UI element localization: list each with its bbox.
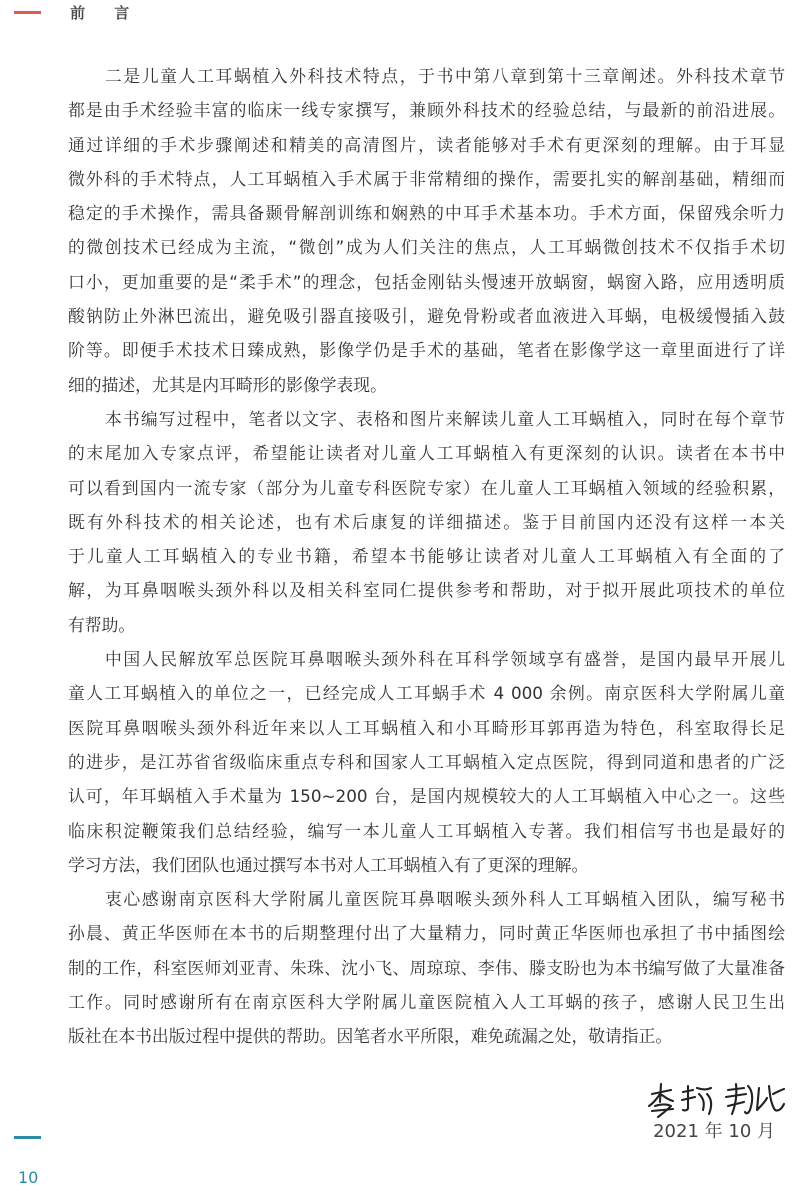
paragraph-line: 童人工耳蜗植入的单位之一，已经完成人工耳蜗手术 4 000 余例。南京医科大学附属儿童: [68, 683, 785, 704]
paragraph-line: 本书编写过程中，笔者以文字、表格和图片来解读儿童人工耳蜗植入，同时在每个章节: [105, 408, 785, 429]
paragraph: [68, 402, 785, 642]
paragraph-line: 通过详细的手术步骤阐述和精美的高清图片，读者能够对手术有更深刻的理解。由于耳显: [68, 134, 785, 155]
paragraph-line: 都是由手术经验丰富的临床一线专家撰写，兼顾外科技术的经验总结，与最新的前沿进展。: [68, 100, 785, 121]
paragraph-line: 认可，年耳蜗植入手术量为 150~200 台，是国内规模较大的人工耳蜗植入中心之一。这些: [68, 786, 785, 807]
paragraph-line: 的进步，是江苏省省级临床重点专科和国家人工耳蜗植入定点医院，得到同道和患者的广泛: [68, 751, 785, 772]
paragraph: [68, 882, 785, 1053]
paragraph-line: 临床积淀鞭策我们总结经验，编写一本儿童人工耳蜗植入专著。我们相信写书也是最好的: [68, 820, 785, 841]
footer-accent-bar: [14, 1136, 41, 1139]
paragraph-line: 孙晨、黄正华医师在本书的后期整理付出了大量精力，同时黄正华医师也承担了书中插图绘: [68, 923, 785, 944]
paragraph-line: 制的工作，科室医师刘亚青、朱珠、沈小飞、周琼琼、李伟、滕支盼也为本书编写做了大量准备: [68, 957, 785, 978]
paragraph: [68, 59, 785, 402]
paragraph-line: 于儿童人工耳蜗植入的专业书籍，希望本书能够让读者对儿童人工耳蜗植入有全面的了: [68, 546, 785, 567]
paragraph-line: 的末尾加入专家点评，希望能让读者对儿童人工耳蜗植入有更深刻的认识。读者在本书中: [68, 443, 785, 464]
paragraph-line: 衷心感谢南京医科大学附属儿童医院耳鼻咽喉头颈外科人工耳蜗植入团队，编写秘书: [105, 889, 785, 910]
header-accent-bar: [14, 11, 41, 14]
paragraph-line: 可以看到国内一流专家（部分为儿童专科医院专家）在儿童人工耳蜗植入领域的经验积累，: [68, 477, 785, 498]
paragraph-line: 既有外科技术的相关论述，也有术后康复的详细描述。鉴于目前国内还没有这样一本关: [68, 511, 785, 532]
paragraph-line: 二是儿童人工耳蜗植入外科技术特点，于书中第八章到第十三章阐述。外科技术章节: [105, 66, 785, 86]
paragraph-line: 有帮助。: [68, 614, 136, 635]
paragraph-line: 稳定的手术操作，需具备颞骨解剖训练和娴熟的中耳手术基本功。手术方面，保留残余听力: [68, 203, 785, 224]
paragraph-line: 解，为耳鼻咽喉头颈外科以及相关科室同仁提供参考和帮助，对于拟开展此项技术的单位: [68, 580, 785, 601]
paragraph-line: 口小，更加重要的是“柔手术”的理念，包括金刚钻头慢速开放蜗窗，蜗窗入路，应用透明质: [68, 271, 785, 292]
paragraph-line: 中国人民解放军总医院耳鼻咽喉头颈外科在耳科学领域享有盛誉，是国内最早开展儿: [105, 649, 785, 670]
paragraph-line: 医院耳鼻咽喉头颈外科近年来以人工耳蜗植入和小耳畸形耳郭再造为特色，科室取得长足: [68, 717, 785, 738]
paragraph-line: 版社在本书出版过程中提供的帮助。因笔者水平所限，难免疏漏之处，敬请指正。: [68, 1026, 673, 1047]
paragraph: [68, 642, 785, 882]
paragraph-line: 酸钠防止外淋巴流出，避免吸引器直接吸引，避免骨粉或者血液进入耳蜗，电极缓慢插入鼓: [68, 306, 785, 327]
paragraph-line: 的微创技术已经成为主流，“微创”成为人们关注的焦点，人工耳蜗微创技术不仅指手术切: [68, 237, 785, 258]
paragraph-line: 阶等。即便手术技术日臻成熟，影像学仍是手术的基础，笔者在影像学这一章里面进行了详: [68, 340, 785, 361]
signature: [646, 1081, 786, 1119]
paragraph-line: 细的描述，尤其是内耳畸形的影像学表现。: [68, 374, 387, 395]
paragraph-line: 学习方法，我们团队也通过撰写本书对人工耳蜗植入有了更深的理解。: [68, 854, 589, 875]
paragraph-line: 工作。同时感谢所有在南京医科大学附属儿童医院植入人工耳蜗的孩子，感谢人民卫生出: [68, 992, 785, 1013]
page-number: 10: [18, 1168, 39, 1187]
date: 2021 年 10 月: [653, 1121, 775, 1142]
paragraph-line: 微外科的手术特点，人工耳蜗植入手术属于非常精细的操作，需要扎实的解剖基础，精细而: [68, 168, 785, 189]
preface-body: [68, 59, 785, 1054]
section-title: 前 言: [70, 4, 130, 22]
